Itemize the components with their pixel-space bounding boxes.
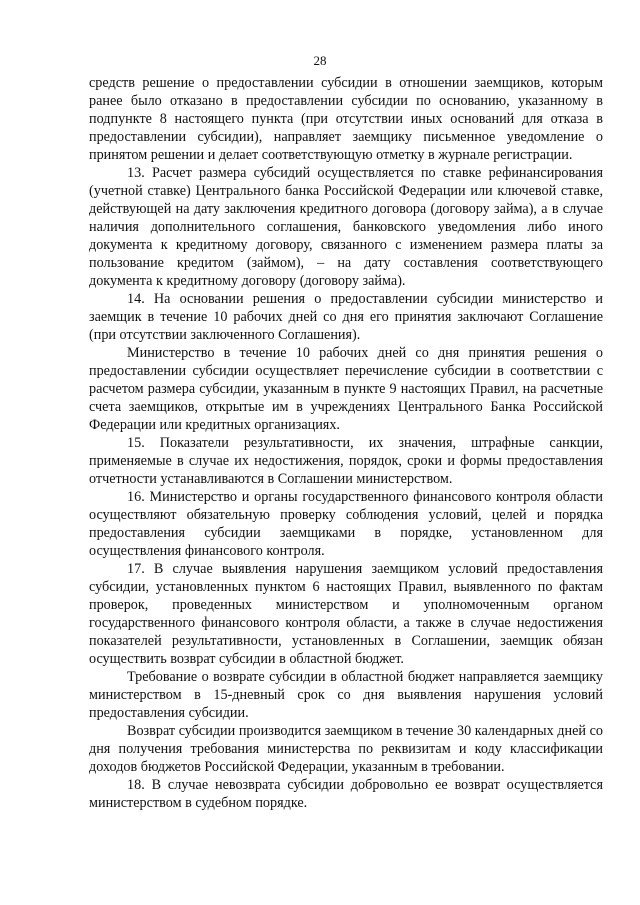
paragraph-14-transfer: Министерство в течение 10 рабочих дней со дня принятия решения о предоставлении субсидии осуществляет перечисление субсидии в соответствии с расчетом размера субсидии, указанным в пункте 9 настоящих Правил, на расчетные счета заемщиков, открытые им в учреждениях Центрального Банка Российской Федерации или кредитных организациях. — [89, 345, 603, 433]
paragraph-continuation: средств решение о предоставлении субсидии в отношении заемщиков, которым ранее было отказано в предоставлении субсидии по основанию, указанному в подпункте 8 настоящего пункта (при отсутствии иных оснований для отказа в предоставлении субсидии), направляет заемщику письменное уведомление о принятом решении и делает соответствующую отметку в журнале регистрации. — [89, 75, 603, 163]
paragraph-13-subsidy-calculation: 13. Расчет размера субсидий осуществляется по ставке рефинансирования (учетной ставке) Центрального банка Российской Федерации или ключевой ставке, действующей на дату заключения кредитного договора (договору займа), а в случае наличия дополнительного соглашения, банковского уведомления либо иного документа к кредитному договору, связанного с изменением размера платы за пользование кредитом (займом), – на дату составления соответствующего документа к кредитному договору (договору займа). — [89, 165, 603, 289]
paragraph-17-refund-demand: Требование о возврате субсидии в областной бюджет направляется заемщику министерством в 15-дневный срок со дня выявления нарушения условий предоставления субсидии. — [89, 669, 603, 721]
paragraph-18-court: 18. В случае невозврата субсидии добровольно ее возврат осуществляется министерством в судебном порядке. — [89, 777, 603, 811]
paragraph-17-violations: 17. В случае выявления нарушения заемщиком условий предоставления субсидии, установленных пунктом 6 настоящих Правил, выявленного по фактам проверок, проведенных министерством и уполномоченным органом государственного финансового контроля области, а также в случае недостижения показателей результативности, установленных в Соглашении, заемщик обязан осуществить возврат субсидии в областной бюджет. — [89, 561, 603, 667]
paragraph-17-refund-term: Возврат субсидии производится заемщиком в течение 30 календарных дней со дня получения требования министерства по реквизитам и коду классификации доходов бюджетов Российской Федерации, указанным в требовании. — [89, 723, 603, 775]
paragraph-16-control: 16. Министерство и органы государственного финансового контроля области осуществляют обязательную проверку соблюдения условий, целей и порядка предоставления субсидии заемщиками в порядке, установленном для осуществления финансового контроля. — [89, 489, 603, 559]
page-number: 28 — [313, 53, 327, 68]
paragraph-14-agreement: 14. На основании решения о предоставлении субсидии министерство и заемщик в течение 10 рабочих дней со дня его принятия заключают Соглашение (при отсутствии заключенного Соглашения). — [89, 291, 603, 343]
document-body — [89, 74, 603, 812]
paragraph-15-performance-indicators: 15. Показатели результативности, их значения, штрафные санкции, применяемые в случае их недостижения, порядок, сроки и формы предоставления отчетности устанавливаются в Соглашении министерством. — [89, 435, 603, 487]
